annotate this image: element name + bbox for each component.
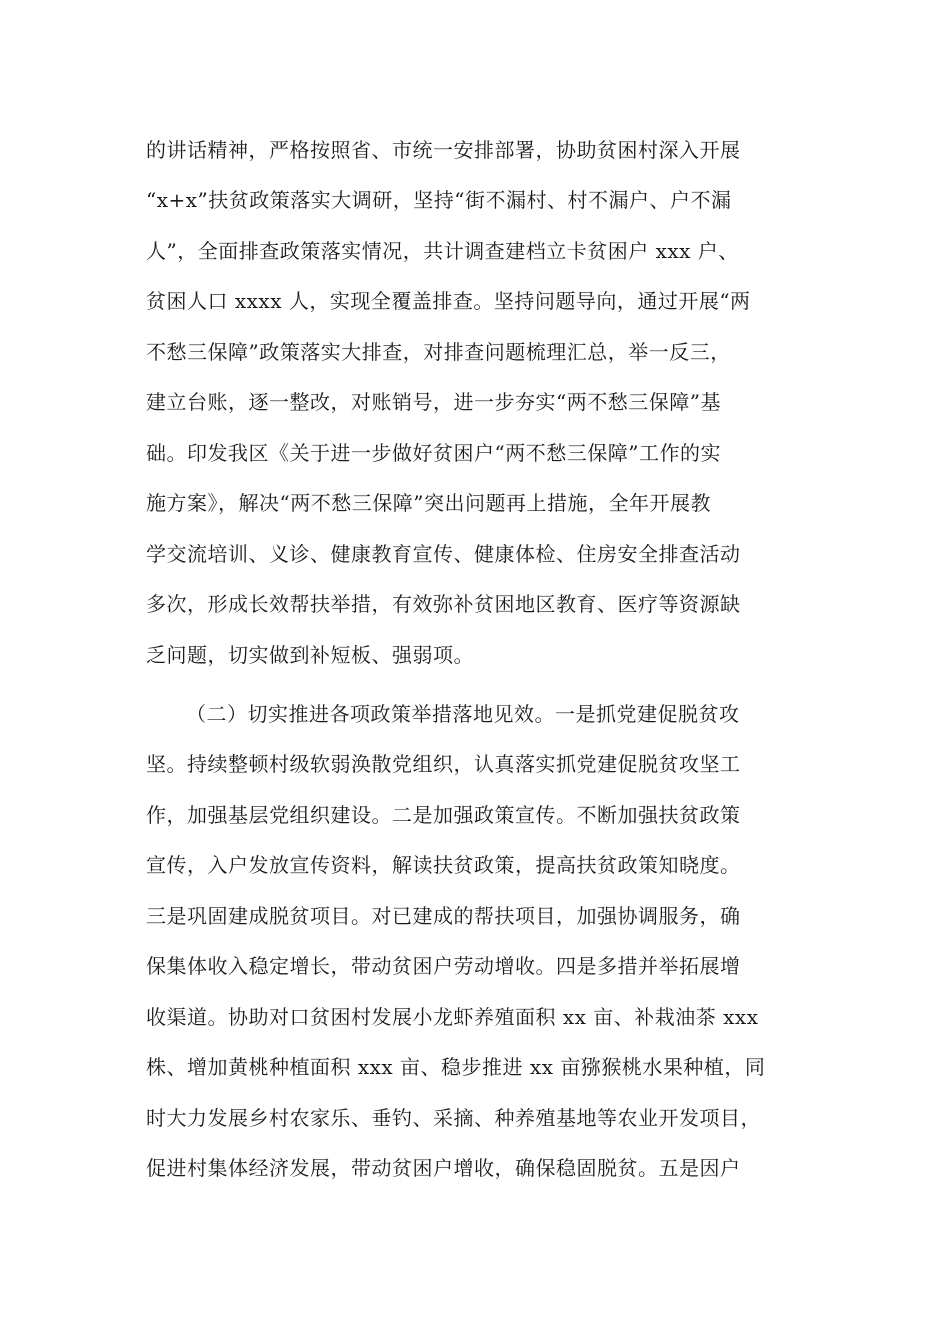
- paragraph-line: 时大力发展乡村农家乐、垂钓、采摘、种养殖基地等农业开发项目，: [146, 1106, 761, 1130]
- paragraph-line: 人”，全面排查政策落实情况，共计调查建档立卡贫困户 xxx 户、: [146, 239, 739, 263]
- paragraph-line: 乏问题，切实做到补短板、强弱项。: [146, 643, 474, 667]
- paragraph-line: 不愁三保障”政策落实大排查，对排查问题梳理汇总，举一反三，: [146, 340, 731, 364]
- paragraph-line: 促进村集体经济发展，带动贫困户增收，确保稳固脱贫。五是因户: [146, 1156, 741, 1180]
- paragraph-line: 收渠道。协助对口贫困村发展小龙虾养殖面积 xx 亩、补栽油茶 xxx: [146, 1005, 759, 1029]
- paragraph-line: 的讲话精神，严格按照省、市统一安排部署，协助贫困村深入开展: [146, 138, 741, 162]
- paragraph-line: 宣传，入户发放宣传资料，解读扶贫政策，提高扶贫政策知晓度。: [146, 853, 741, 877]
- paragraph-line: 贫困人口 xxxx 人，实现全覆盖排查。坚持问题导向，通过开展“两: [146, 289, 751, 313]
- paragraph-line: 建立台账，逐一整改，对账销号，进一步夯实“两不愁三保障”基: [146, 390, 721, 414]
- paragraph-line: 多次，形成长效帮扶举措，有效弥补贫困地区教育、医疗等资源缺: [146, 592, 741, 616]
- paragraph-line: 保集体收入稳定增长，带动贫困户劳动增收。四是多措并举拓展增: [146, 954, 741, 978]
- paragraph-line: 作，加强基层党组织建设。二是加强政策宣传。不断加强扶贫政策: [146, 803, 741, 827]
- paragraph-line: “x+x”扶贫政策落实大调研，坚持“街不漏村、村不漏户、户不漏: [146, 188, 732, 212]
- section-heading-line: （二）切实推进各项政策举措落地见效。一是抓党建促脱贫攻: [186, 702, 740, 726]
- paragraph-line: 学交流培训、义诊、健康教育宣传、健康体检、住房安全排查活动: [146, 542, 741, 566]
- paragraph-line: 坚。持续整顿村级软弱涣散党组织，认真落实抓党建促脱贫攻坚工: [146, 752, 741, 776]
- paragraph-line: 施方案》，解决“两不愁三保障”突出问题再上措施，全年开展教: [146, 491, 711, 515]
- paragraph-line: 株、增加黄桃种植面积 xxx 亩、稳步推进 xx 亩猕猴桃水果种植，同: [146, 1055, 766, 1079]
- paragraph-line: 础。印发我区《关于进一步做好贫困户“两不愁三保障”工作的实: [146, 441, 721, 465]
- paragraph-line: 三是巩固建成脱贫项目。对已建成的帮扶项目，加强协调服务，确: [146, 904, 741, 928]
